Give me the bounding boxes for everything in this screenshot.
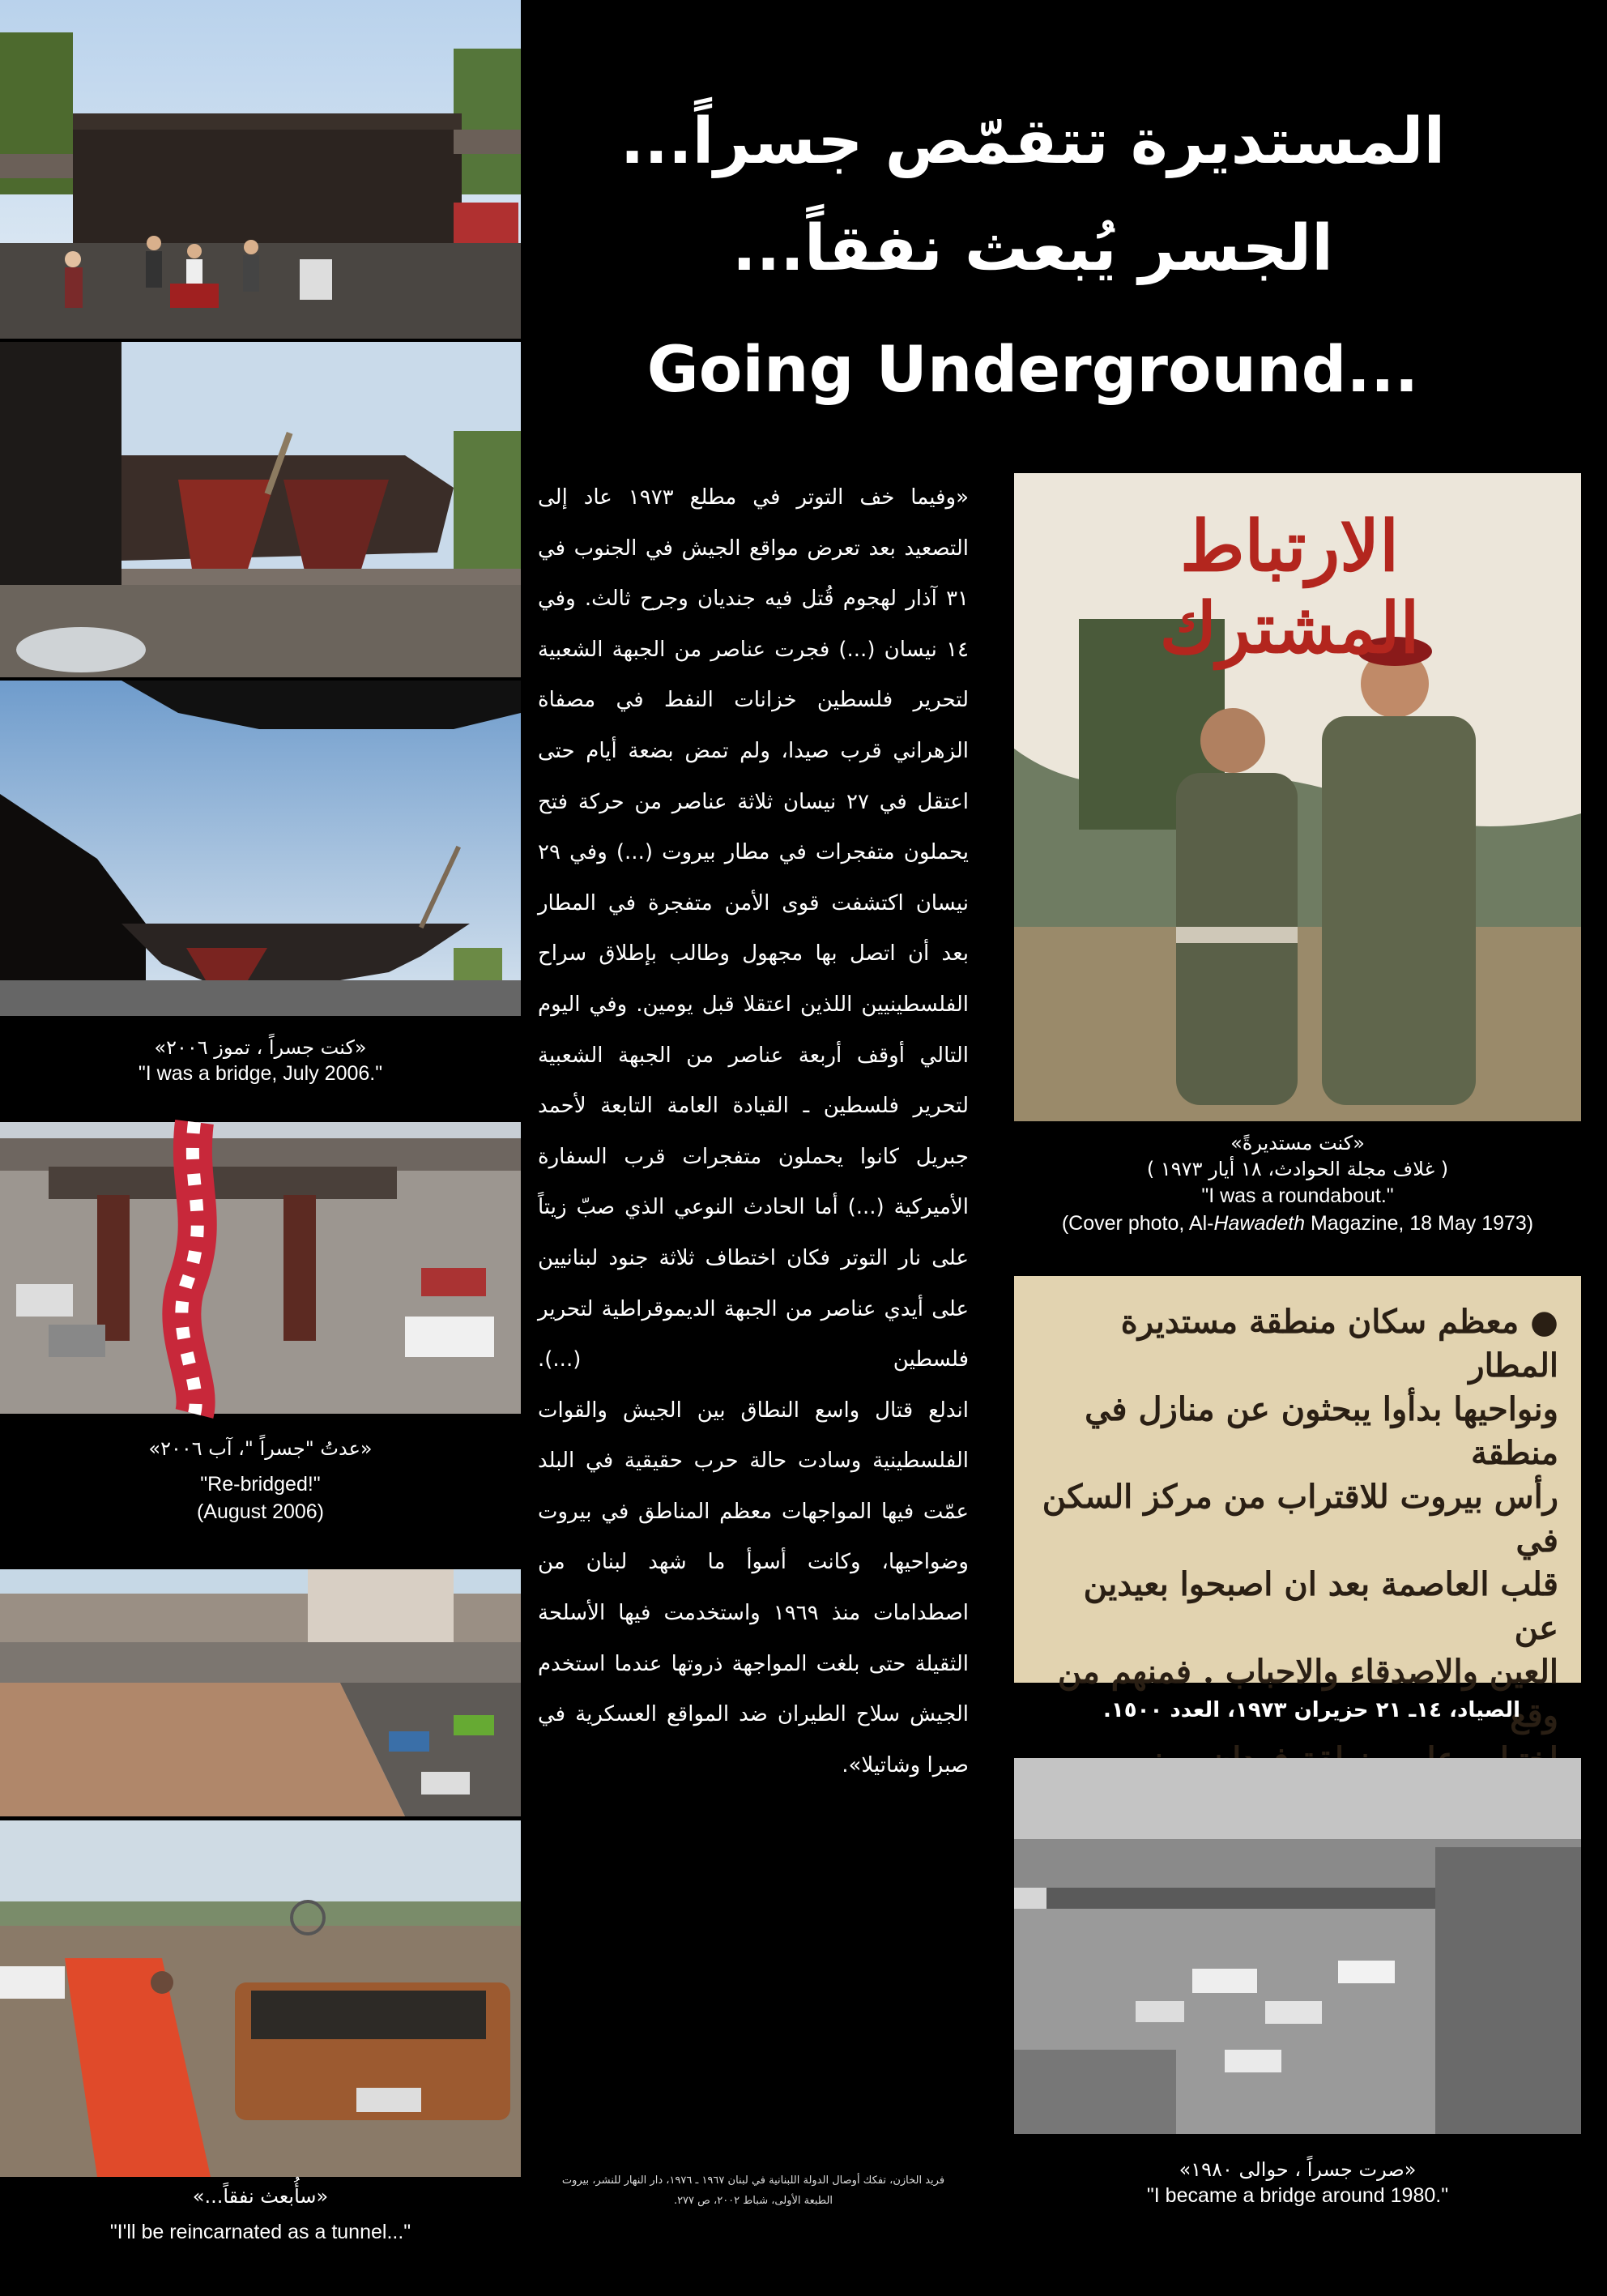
clipping-line: ● معظم سكان منطقة مستديرة المطار [1120,1303,1558,1385]
title-arabic-line-2: الجسر يُبعث نفقاً... [732,212,1333,285]
caption-tunnel-english: "I'll be reincarnated as a tunnel..." [109,2221,411,2244]
photo-soldiers-banner [1014,473,1581,1121]
caption-rebridged-english-2: (August 2006) [196,1500,325,1524]
caption-bridge-july-2006-arabic: «كنت جسراً ، تموز ٢٠٠٦» [154,1036,367,1059]
photo-bridge-damaged-deck [0,342,521,677]
title-english: Going Underground... [646,334,1419,407]
caption-roundabout-arabic-1: «كنت مستديرةً» [1230,1132,1365,1154]
caption-bridge-1980 [1014,2157,1581,2210]
clipping-line: رأس بيروت للاقتراب من مركز السكن في [1042,1478,1558,1560]
photo-tunnel-site [0,1820,521,2177]
caption-roundabout-english-2: (Cover photo, Al-Hawadeth Magazine, 18 May 1973) [1061,1211,1534,1235]
caption-bridge-1980-english: "I became a bridge around 1980." [1146,2184,1449,2208]
article-paragraph-2: اندلع قتال واسع النطاق بين الجيش والقوات الفلسطينية وسادت حالة حرب حقيقية في البلد عمّت فيها المواجهات معظم المناطق في بيروت وضواحيها، وكانت أسوأ ما شهد لبنان من اصطدامات منذ ١٩٦٩ واستخدمت فيها الأسلحة الثقيلة حتى بلغت المواجهة ذروتها عندما استخدم الجيش سلاح الطيران ضد المواقع العسكرية في صبرا وشاتيلا». [538,1398,969,1777]
caption-roundabout-english-1: "I was a roundabout." [1201,1184,1394,1207]
caption-rebridged-arabic: «عدتُ "جسراً "، آب ٢٠٠٦» [148,1437,373,1460]
caption-tunnel [0,2183,521,2247]
caption-roundabout [1014,1130,1581,1237]
article-reference [531,2171,975,2211]
caption-bridge-1980-arabic: «صرت جسراً ، حوالى ١٩٨٠» [1179,2158,1417,2181]
article-reference-line-1: فريد الخازن، تفكك أوصال الدولة اللبنانية في لبنان ١٩٦٧ ـ ١٩٧٦، دار النهار للنشر، بيروت [561,2174,945,2187]
title-arabic-line-1: المستديرة تتقمّص جسراً... [620,105,1446,178]
article-reference-line-2: الطبعة الأولى، شباط ٢٠٠٢، ص ٢٧٧. [673,2194,833,2207]
caption-tunnel-arabic: «سأُبعث نفقاً...» [192,2185,329,2208]
article-paragraph-1: «وفيما خف التوتر في مطلع ١٩٧٣ عاد إلى التصعيد بعد تعرض مواقع الجيش في الجنوب في ٣١ آذار لهجوم قُتل فيه جنديان وجرح ثالث. وفي ١٤ نيسان (...) فجرت عناصر من الجبهة الشعبية لتحرير فلسطين خزانات النفط في مصفاة الزهراني قرب صيدا، ولم تمض بضعة أيام حتى اعتقل في ٢٧ نيسان ثلاثة عناصر من حركة فتح يحملون متفجرات في مطار بيروت (...) وفي ٢٩ نيسان اكتشفت قوى الأمن متفجرة في المطار بعد أن اتصل بها مجهول وطالب بإطلاق سراح الفلسطينيين اللذين اعتقلا قبل يومين. وفي اليوم التالي أوقف أربعة عناصر من الجبهة الشعبية لتحرير فلسطين ـ القيادة العامة التابعة لأحمد جبريل كانوا يحملون متفجرات قرب السفارة الأميركية (...) أما الحادث النوعي الذي صبّ زيتاً على نار التوتر فكان اختطاف ثلاثة جنود لبنانيين على أيدي عناصر من الجبهة الديموقراطية لتحرير فلسطين (...). [538,485,969,1372]
caption-rebridged-english-1: "Re-bridged!" [200,1473,321,1496]
caption-bridge-july-2006 [0,1035,521,1088]
banner-text: الارتباط المشترك [1159,506,1420,669]
photo-bridge-demolition [0,0,521,339]
clipping-line: ونواحيها بدأوا يبحثون عن منازل في منطقة [1085,1390,1558,1472]
clipping-line: قلب العاصمة بعد ان اصبحوا بعيدين عن [1083,1565,1558,1647]
clipping-line: العين والاصدقاء والاحباب . فمنهم من وقع [1057,1653,1558,1735]
caption-roundabout-arabic-2: ( غلاف مجلة الحوادث، ١٨ أيار ١٩٧٣ ) [1146,1158,1449,1181]
article-text [538,472,969,1790]
caption-assayad: الصياد، ١٤ـ ٢١ حزيران ١٩٧٣، العدد ١٥٠٠. [1102,1698,1520,1722]
caption-rebridged-2006 [0,1436,521,1526]
caption-bridge-july-2006-english: "I was a bridge, July 2006." [138,1062,383,1086]
photo-bridge-bombed [0,681,521,1016]
photo-construction-site [0,1569,521,1816]
photo-rebridged-flag [0,1122,521,1414]
photo-bridge-1980 [1014,1758,1581,2134]
